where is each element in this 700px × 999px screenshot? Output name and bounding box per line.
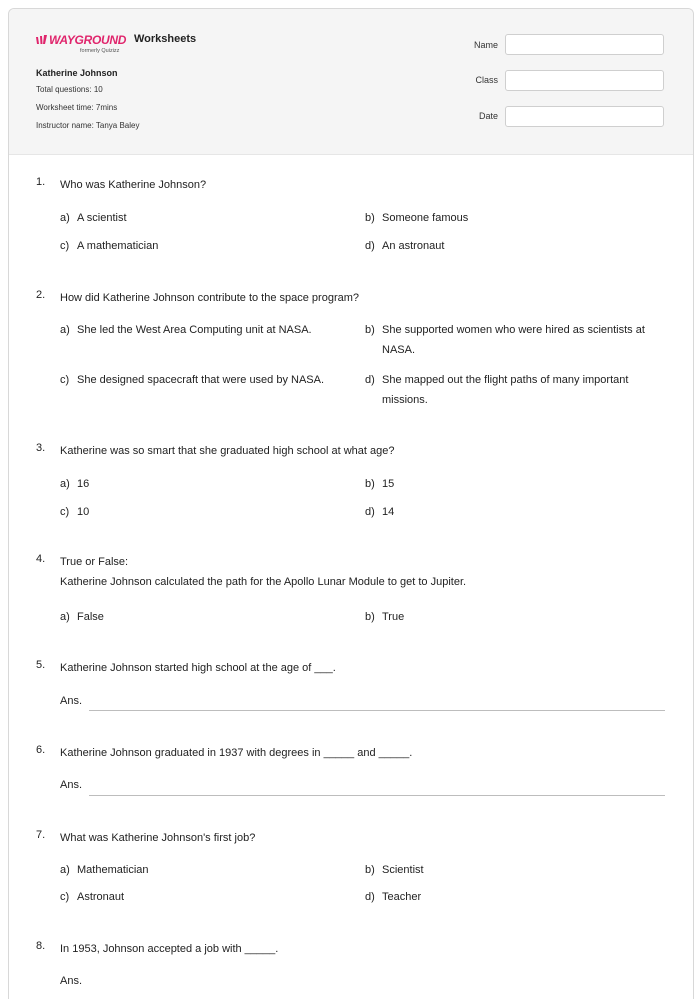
name-field[interactable] bbox=[505, 34, 664, 55]
question-number: 1. bbox=[36, 176, 46, 188]
worksheet bbox=[8, 8, 694, 999]
worksheet-header bbox=[9, 9, 693, 155]
instructor-name: Instructor name: Tanya Baley bbox=[36, 121, 140, 130]
question-text-line-2: Katherine Johnson calculated the path for the Apollo Lunar Module to get to Jupiter. bbox=[60, 576, 467, 588]
option-text: Someone famous bbox=[382, 212, 469, 224]
option-text: She mapped out the flight paths of many important missions. bbox=[382, 374, 629, 406]
question-text: How did Katherine Johnson contribute to the space program? bbox=[60, 292, 360, 304]
option-text: Astronaut bbox=[77, 891, 125, 903]
question-number: 4. bbox=[36, 553, 46, 565]
option-letter: c) bbox=[60, 374, 70, 386]
worksheet-time: Worksheet time: 7mins bbox=[36, 103, 118, 112]
question-text: Who was Katherine Johnson? bbox=[60, 179, 207, 191]
option-text: Mathematician bbox=[77, 864, 149, 876]
answer-line[interactable] bbox=[89, 710, 665, 711]
option-text: A mathematician bbox=[77, 240, 159, 252]
option-letter: b) bbox=[365, 324, 375, 336]
option-letter: c) bbox=[60, 240, 70, 252]
date-label: Date bbox=[478, 111, 498, 121]
option-text: She supported women who were hired as scientists at NASA. bbox=[382, 324, 645, 356]
question-number: 5. bbox=[36, 659, 46, 671]
question-number: 6. bbox=[36, 744, 46, 756]
option-letter: a) bbox=[60, 478, 70, 490]
option-letter: c) bbox=[60, 506, 70, 518]
wayground-logo-icon bbox=[36, 35, 47, 44]
total-questions: Total questions: 10 bbox=[36, 85, 103, 94]
question-number: 8. bbox=[36, 940, 46, 952]
question-text: Katherine was so smart that she graduated high school at what age? bbox=[60, 445, 395, 457]
option-text: She led the West Area Computing unit at NASA. bbox=[77, 324, 312, 336]
option-text: Scientist bbox=[382, 864, 424, 876]
option-text: 14 bbox=[382, 506, 395, 518]
logo-text: WAYGROUND bbox=[49, 33, 127, 47]
option-letter: d) bbox=[365, 891, 375, 903]
answer-label: Ans. bbox=[60, 779, 83, 791]
option-letter: b) bbox=[365, 864, 375, 876]
product-name: Worksheets bbox=[134, 33, 197, 45]
question-text: Katherine Johnson graduated in 1937 with degrees in _____ and _____. bbox=[60, 747, 413, 759]
option-text: False bbox=[77, 611, 104, 623]
answer-label: Ans. bbox=[60, 975, 83, 987]
question-number: 2. bbox=[36, 289, 46, 301]
option-text: 16 bbox=[77, 478, 90, 490]
answer-line[interactable] bbox=[89, 795, 665, 796]
logo-subtext: formerly Quizizz bbox=[80, 48, 120, 54]
option-text: A scientist bbox=[77, 212, 127, 224]
worksheet-title: Katherine Johnson bbox=[36, 68, 118, 78]
option-letter: a) bbox=[60, 864, 70, 876]
option-letter: a) bbox=[60, 212, 70, 224]
option-text: 10 bbox=[77, 506, 90, 518]
question-number: 3. bbox=[36, 442, 46, 454]
option-letter: b) bbox=[365, 212, 375, 224]
option-letter: d) bbox=[365, 240, 375, 252]
date-field[interactable] bbox=[505, 106, 664, 127]
question-text: Katherine Johnson started high school at the age of ___. bbox=[60, 662, 336, 674]
option-text: Teacher bbox=[382, 891, 422, 903]
question-text: In 1953, Johnson accepted a job with _____. bbox=[60, 943, 279, 955]
option-text: 15 bbox=[382, 478, 395, 490]
class-field[interactable] bbox=[505, 70, 664, 91]
option-letter: b) bbox=[365, 478, 375, 490]
option-letter: d) bbox=[365, 374, 375, 386]
option-letter: d) bbox=[365, 506, 375, 518]
option-text: An astronaut bbox=[382, 240, 445, 252]
option-letter: b) bbox=[365, 611, 375, 623]
class-label: Class bbox=[475, 75, 498, 85]
option-text: She designed spacecraft that were used by NASA. bbox=[77, 374, 325, 386]
name-label: Name bbox=[473, 40, 498, 50]
question-number: 7. bbox=[36, 829, 46, 841]
option-letter: a) bbox=[60, 324, 70, 336]
question-text: What was Katherine Johnson's first job? bbox=[60, 832, 256, 844]
question-text-line-1: True or False: bbox=[60, 556, 129, 568]
option-letter: a) bbox=[60, 611, 70, 623]
option-text: True bbox=[382, 611, 405, 623]
answer-label: Ans. bbox=[60, 695, 83, 707]
option-letter: c) bbox=[60, 891, 70, 903]
